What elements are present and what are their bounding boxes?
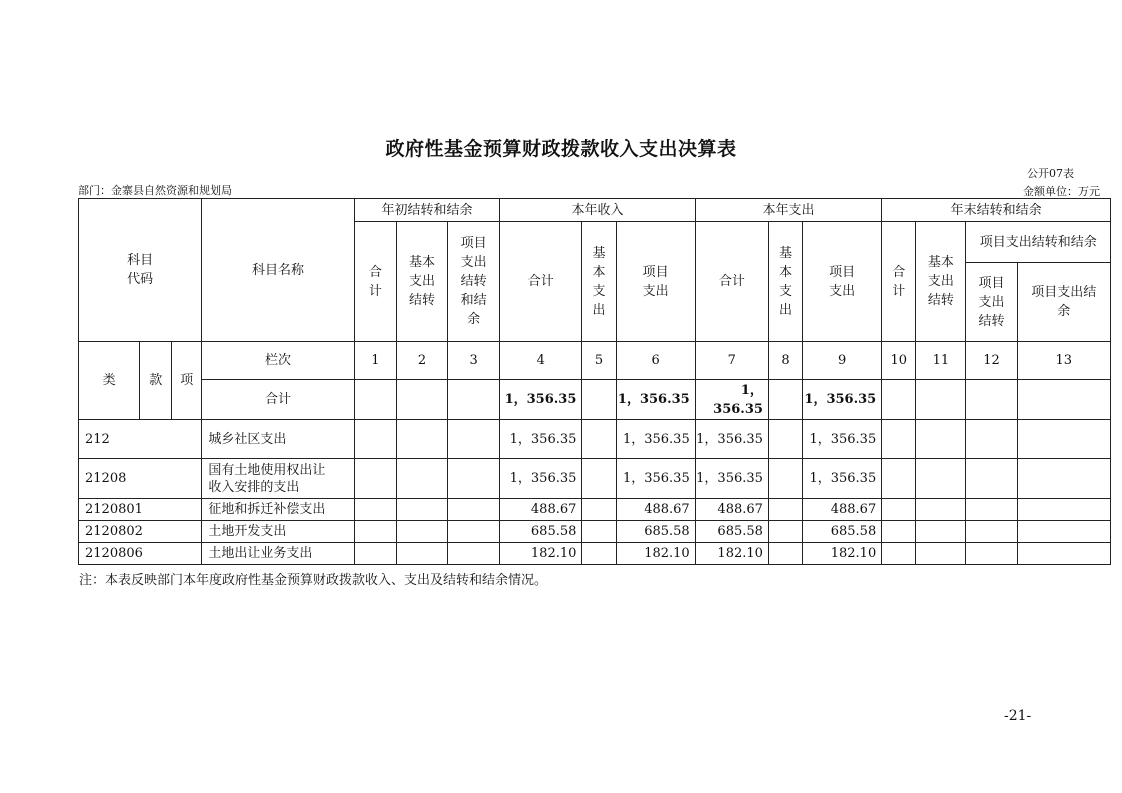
row-expense: 488.67 [695, 499, 768, 521]
total-income: 1，356.35 [500, 380, 582, 420]
row-expense-project: 182.10 [803, 543, 882, 565]
cell [916, 420, 966, 459]
cell [396, 499, 447, 521]
amount-unit: 金额单位：万元 [1023, 185, 1100, 198]
cell [396, 420, 447, 459]
header-income-basic: 基 本 支 出 [582, 222, 616, 342]
col-num: 8 [768, 342, 802, 380]
row-income: 182.10 [500, 543, 582, 565]
row-expense-project: 488.67 [803, 499, 882, 521]
col-num: 1 [354, 342, 396, 380]
total-expense: 1，356.35 [695, 380, 768, 420]
cell [354, 380, 396, 420]
col-num: 13 [1017, 342, 1110, 380]
cell [448, 380, 500, 420]
col-num: 10 [882, 342, 916, 380]
cell [354, 459, 396, 499]
cell [768, 420, 802, 459]
header-end-basic: 基本 支出 结转 [916, 222, 966, 342]
cell [396, 543, 447, 565]
cell [966, 543, 1017, 565]
col-num: 9 [803, 342, 882, 380]
cell [582, 420, 616, 459]
header-expense-basic: 基 本 支 出 [768, 222, 802, 342]
cell [916, 380, 966, 420]
row-income-project: 488.67 [616, 499, 695, 521]
header-lei: 类 [79, 342, 140, 420]
row-code: 2120802 [79, 521, 202, 543]
col-num: 3 [448, 342, 500, 380]
cell [882, 420, 916, 459]
row-income: 1，356.35 [500, 420, 582, 459]
total-income-project: 1，356.35 [616, 380, 695, 420]
row-expense: 685.58 [695, 521, 768, 543]
cell [396, 459, 447, 499]
cell [768, 499, 802, 521]
row-name: 土地出让业务支出 [202, 543, 354, 565]
header-group-income: 本年收入 [500, 199, 696, 222]
row-code: 2120806 [79, 543, 202, 565]
header-lanci: 栏次 [202, 342, 354, 380]
row-code: 2120801 [79, 499, 202, 521]
table-row [79, 543, 1111, 565]
cell [1017, 543, 1110, 565]
page-number: -21- [1004, 708, 1032, 724]
cell [582, 521, 616, 543]
cell [582, 499, 616, 521]
cell [966, 499, 1017, 521]
cell [966, 420, 1017, 459]
cell [448, 420, 500, 459]
header-expense-project: 项目 支出 [803, 222, 882, 342]
cell [882, 459, 916, 499]
header-begin-total: 合 计 [354, 222, 396, 342]
cell [582, 459, 616, 499]
cell [1017, 459, 1110, 499]
col-num: 6 [616, 342, 695, 380]
col-num: 11 [916, 342, 966, 380]
cell [1017, 380, 1110, 420]
row-code: 212 [79, 420, 202, 459]
row-expense: 1，356.35 [695, 459, 768, 499]
total-label: 合计 [202, 380, 354, 420]
header-end-project-balance: 项目支出结 余 [1017, 263, 1110, 342]
row-expense-project: 1，356.35 [803, 420, 882, 459]
cell [354, 521, 396, 543]
header-expense-total: 合计 [695, 222, 768, 342]
column-number-row [79, 342, 1111, 380]
cell [916, 543, 966, 565]
cell [582, 543, 616, 565]
col-num: 2 [396, 342, 447, 380]
cell [768, 459, 802, 499]
header-end-project-group: 项目支出结转和结余 [966, 222, 1111, 263]
table-row [79, 499, 1111, 521]
header-end-project-carry: 项目 支出 结转 [966, 263, 1017, 342]
row-income-project: 182.10 [616, 543, 695, 565]
row-income-project: 1，356.35 [616, 459, 695, 499]
header-xiang: 项 [172, 342, 202, 420]
cell [354, 420, 396, 459]
cell [882, 499, 916, 521]
page-title: 政府性基金预算财政拨款收入支出决算表 [385, 138, 737, 160]
table-row [79, 521, 1111, 543]
total-expense-project: 1，356.35 [803, 380, 882, 420]
cell [882, 521, 916, 543]
header-row-1 [79, 199, 1111, 222]
header-income-total: 合计 [500, 222, 582, 342]
row-code: 21208 [79, 459, 202, 499]
row-income-project: 1，356.35 [616, 420, 695, 459]
row-expense-project: 685.58 [803, 521, 882, 543]
header-name: 科目名称 [202, 199, 354, 342]
table-row [79, 420, 1111, 459]
table-note: 注：本表反映部门本年度政府性基金预算财政拨款收入、支出及结转和结余情况。 [79, 573, 548, 588]
budget-table [78, 198, 1111, 565]
row-income: 1，356.35 [500, 459, 582, 499]
cell [916, 521, 966, 543]
table-row [79, 459, 1111, 499]
department-label: 部门：金寨县自然资源和规划局 [78, 184, 232, 197]
header-income-project: 项目 支出 [616, 222, 695, 342]
cell [1017, 521, 1110, 543]
row-expense: 1，356.35 [695, 420, 768, 459]
total-row [79, 380, 1111, 420]
col-num: 4 [500, 342, 582, 380]
header-group-begin: 年初结转和结余 [354, 199, 499, 222]
header-end-total: 合 计 [882, 222, 916, 342]
row-expense-project: 1，356.35 [803, 459, 882, 499]
cell [448, 499, 500, 521]
row-income: 488.67 [500, 499, 582, 521]
cell [966, 459, 1017, 499]
cell [448, 521, 500, 543]
row-name: 土地开发支出 [202, 521, 354, 543]
col-num: 5 [582, 342, 616, 380]
cell [882, 543, 916, 565]
form-number: 公开07表 [1027, 167, 1074, 180]
cell [966, 380, 1017, 420]
cell [354, 543, 396, 565]
row-income-project: 685.58 [616, 521, 695, 543]
cell [354, 499, 396, 521]
header-begin-project: 项目 支出 结转 和结 余 [448, 222, 500, 342]
row-name: 国有土地使用权出让 收入安排的支出 [202, 459, 354, 499]
cell [916, 499, 966, 521]
cell [768, 521, 802, 543]
cell [448, 543, 500, 565]
cell [916, 459, 966, 499]
header-code: 科目 代码 [79, 199, 202, 342]
row-name: 城乡社区支出 [202, 420, 354, 459]
col-num: 12 [966, 342, 1017, 380]
header-group-end: 年末结转和结余 [882, 199, 1111, 222]
cell [396, 380, 447, 420]
cell [396, 521, 447, 543]
header-kuan: 款 [140, 342, 172, 420]
cell [582, 380, 616, 420]
cell [882, 380, 916, 420]
cell [1017, 420, 1110, 459]
header-group-expense: 本年支出 [695, 199, 882, 222]
cell [966, 521, 1017, 543]
cell [448, 459, 500, 499]
row-income: 685.58 [500, 521, 582, 543]
row-name: 征地和拆迁补偿支出 [202, 499, 354, 521]
cell [768, 543, 802, 565]
col-num: 7 [695, 342, 768, 380]
cell [768, 380, 802, 420]
cell [1017, 499, 1110, 521]
row-expense: 182.10 [695, 543, 768, 565]
header-begin-basic: 基本 支出 结转 [396, 222, 447, 342]
